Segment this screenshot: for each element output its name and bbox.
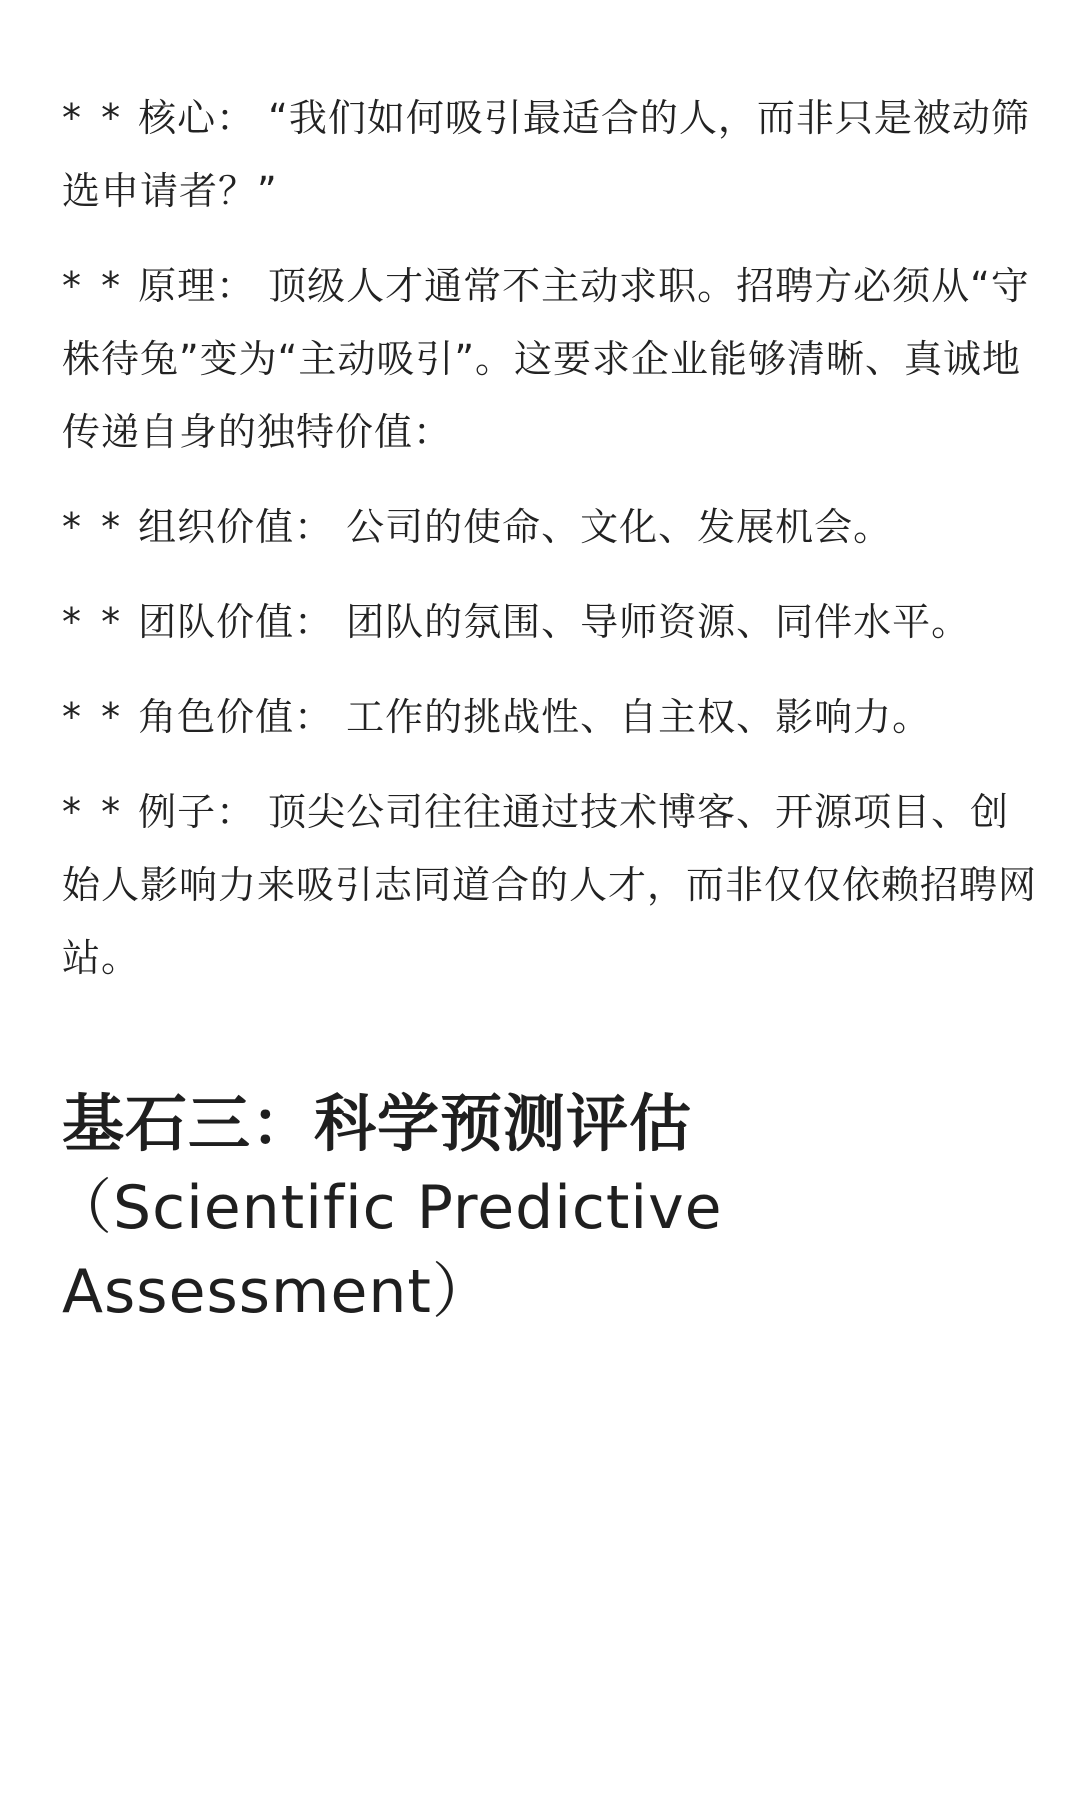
section-heading-zh: 基石三：科学预测评估 xyxy=(62,1087,693,1160)
paragraph-example xyxy=(62,776,1042,995)
paragraph-principle xyxy=(62,250,1042,469)
paragraph-core xyxy=(62,82,1042,228)
section-heading-en-line2: Assessment） xyxy=(62,1257,493,1327)
section-heading-en-line1: （Scientific Predictive xyxy=(52,1173,723,1243)
paragraph-text: 团队价值： 团队的氛围、导师资源、同伴水平。 xyxy=(138,600,971,644)
paragraph-text: 原理： 顶级人才通常不主动求职。招聘方必须从“守株待兔”变为“主动吸引”。这要求企业能够清晰、真诚地传递自身的独特价值： xyxy=(62,264,1030,454)
paragraph-text: 核心： “我们如何吸引最适合的人，而非只是被动筛选申请者？” xyxy=(62,96,1030,213)
bullet-marker: * * xyxy=(62,695,125,739)
paragraph-role-value xyxy=(62,681,1042,754)
paragraph-text: 例子： 顶尖公司往往通过技术博客、开源项目、创始人影响力来吸引志同道合的人才，而非仅仅依赖招聘网站。 xyxy=(62,790,1038,980)
paragraph-text: 组织价值： 公司的使命、文化、发展机会。 xyxy=(138,505,893,549)
section-heading xyxy=(52,1082,962,1334)
bullet-marker: * * xyxy=(62,600,125,644)
paragraph-text: 角色价值： 工作的挑战性、自主权、影响力。 xyxy=(138,695,932,739)
bullet-marker: * * xyxy=(62,264,125,308)
paragraph-organization-value xyxy=(62,491,1042,564)
paragraph-team-value xyxy=(62,586,1042,659)
bullet-marker: * * xyxy=(62,790,125,834)
bullet-marker: * * xyxy=(62,505,125,549)
bullet-marker: * * xyxy=(62,96,125,140)
